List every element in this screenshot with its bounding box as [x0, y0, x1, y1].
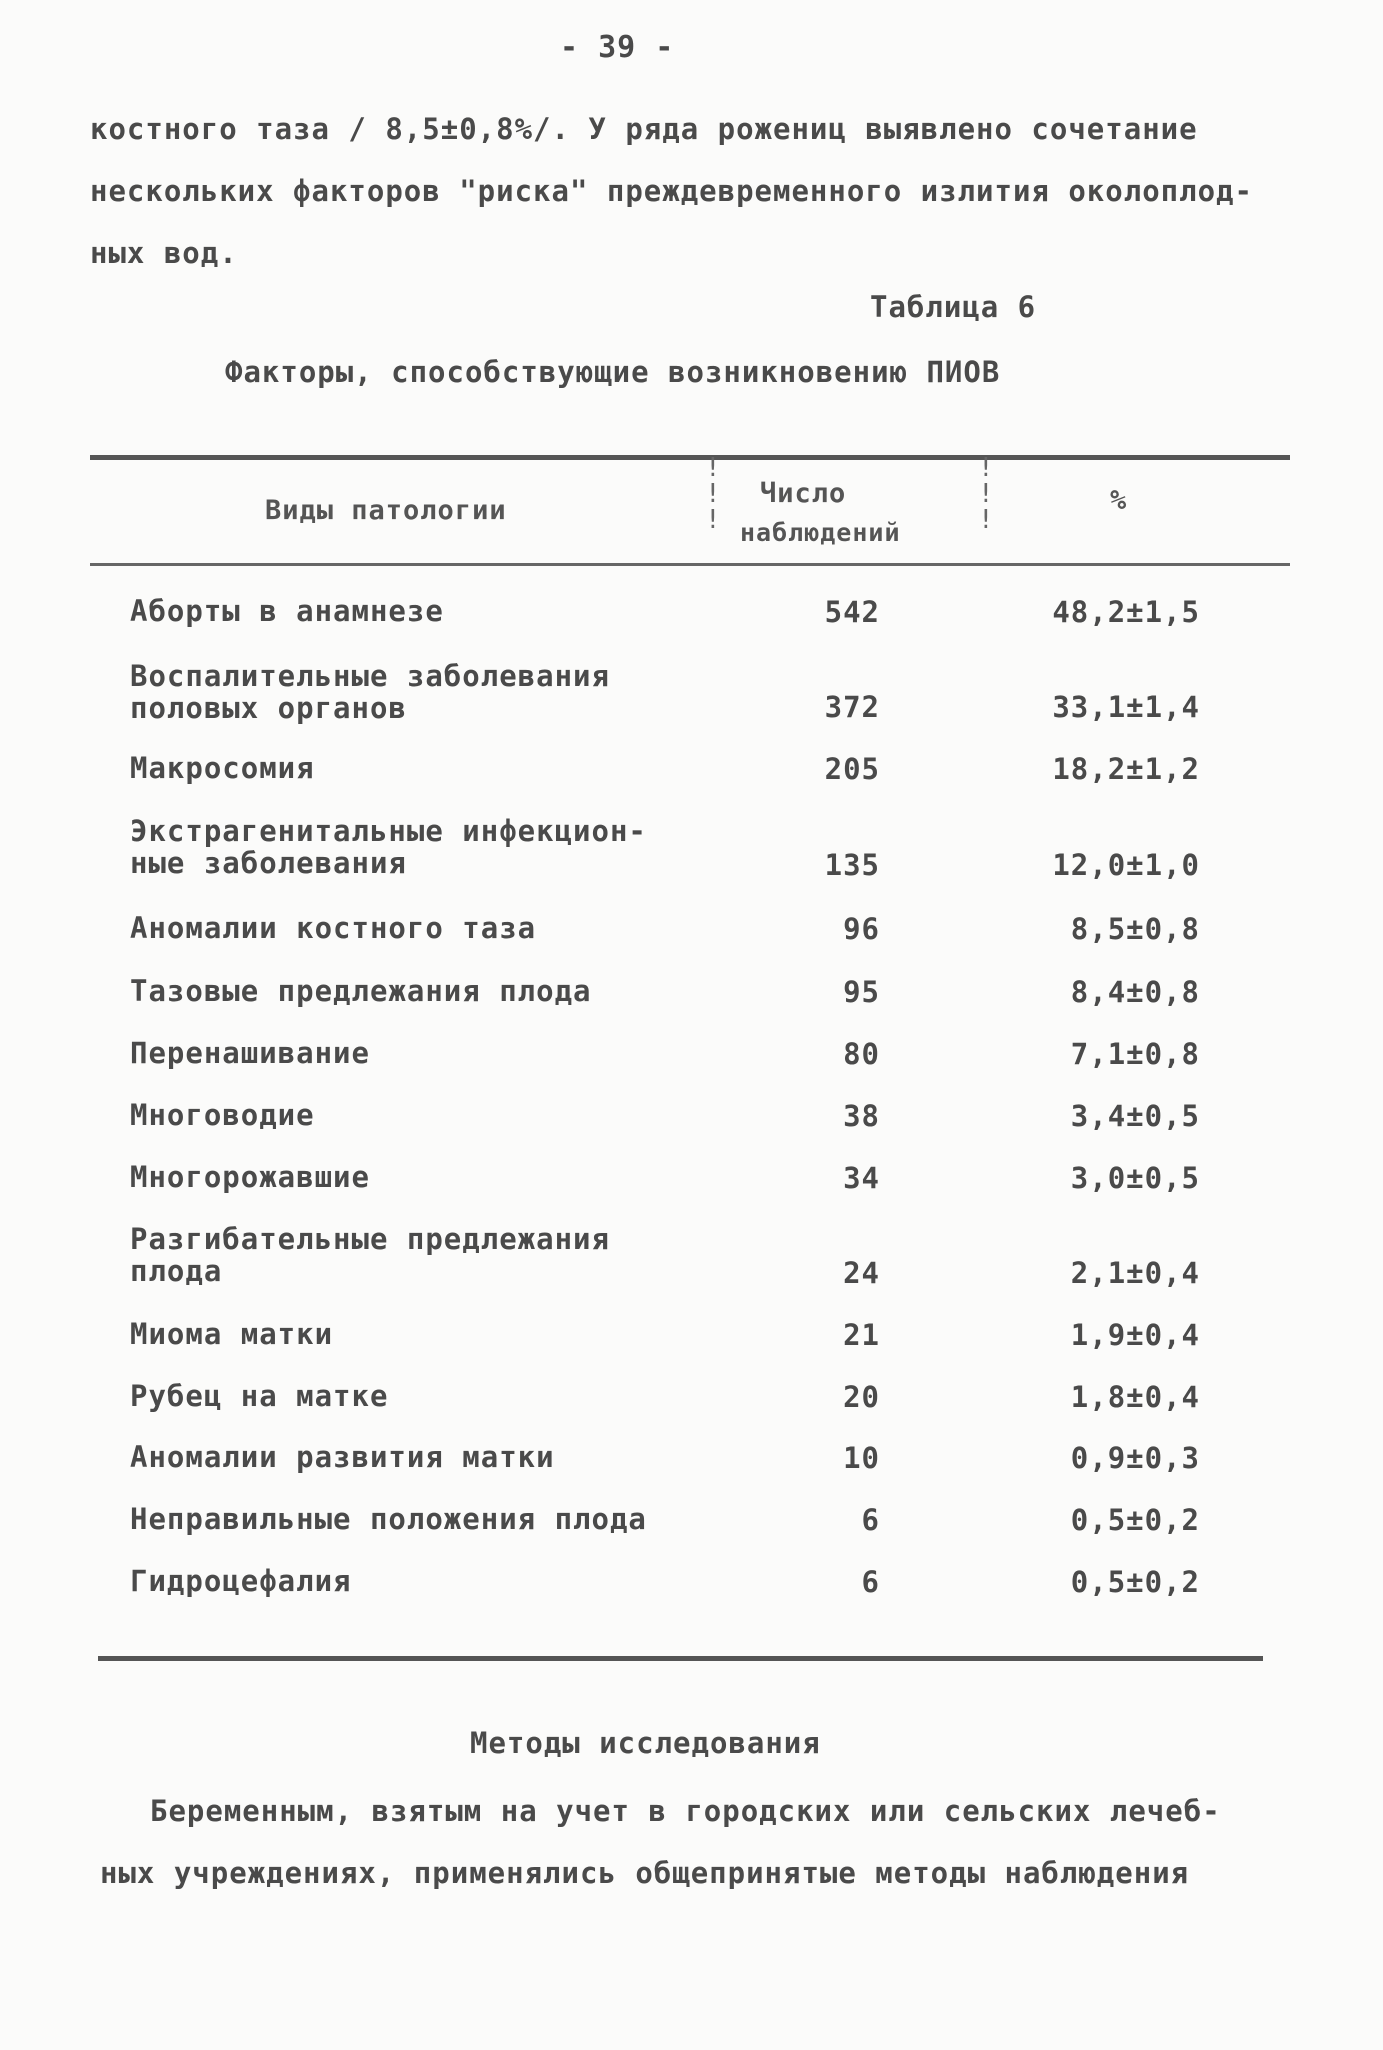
table-row-count: 80: [843, 1037, 880, 1071]
table-row-count: 6: [861, 1503, 880, 1537]
table-row-name: Разгибательные предлежания плода: [130, 1222, 610, 1288]
table-row-percent: 8,4±0,8: [1070, 975, 1200, 1009]
table-row-percent: 12,0±1,0: [1052, 848, 1200, 882]
table-row-name: Воспалительные заболевания половых органов: [130, 659, 610, 725]
table-row-count: 95: [843, 975, 880, 1009]
table-row-percent: 0,5±0,2: [1070, 1503, 1200, 1537]
table-row-percent: 48,2±1,5: [1052, 595, 1200, 629]
table-row-name: Гидроцефалия: [130, 1564, 352, 1598]
table-row-percent: 3,0±0,5: [1070, 1161, 1200, 1195]
column-divider: ! ! !: [978, 453, 994, 535]
table-row-count: 6: [861, 1565, 880, 1599]
table-row-name: Тазовые предлежания плода: [130, 974, 592, 1008]
header-count-line2: наблюдений: [740, 518, 901, 547]
table-row-count: 34: [843, 1161, 880, 1195]
header-percent: %: [1110, 485, 1128, 516]
table-row-name: Многоводие: [130, 1098, 315, 1132]
table-row-name: Макросомия: [130, 751, 315, 785]
column-divider: ! ! !: [705, 453, 721, 535]
header-count-line1: Число: [760, 478, 847, 509]
page-number: - 39 -: [560, 30, 675, 65]
table-row-name: Аномалии развития матки: [130, 1440, 555, 1474]
intro-paragraph: [90, 98, 1253, 284]
table-row-count: 96: [843, 912, 880, 946]
table-row-name: Аномалии костного таза: [130, 911, 537, 945]
table-row-count: 205: [824, 752, 880, 786]
table-row-count: 21: [843, 1318, 880, 1352]
table-row-count: 542: [824, 595, 880, 629]
closing-line: ных учреждениях, применялись общепринятые методы наблюдения: [100, 1856, 1190, 1890]
table-row-count: 135: [824, 848, 880, 882]
table-row-percent: 18,2±1,2: [1052, 752, 1200, 786]
table-row-name: Экстрагенитальные инфекцион-ные заболевания: [130, 814, 647, 880]
header-pathology: Виды патологии: [265, 495, 507, 526]
table-row-name: Аборты в анамнезе: [130, 594, 444, 628]
table-label: Таблица 6: [870, 290, 1037, 324]
table-row-percent: 3,4±0,5: [1070, 1099, 1200, 1133]
table-row-percent: 1,8±0,4: [1070, 1380, 1200, 1414]
table-row-percent: 0,9±0,3: [1070, 1441, 1200, 1475]
table-row-percent: 8,5±0,8: [1070, 912, 1200, 946]
table-row-count: 10: [843, 1441, 880, 1475]
section-title: Методы исследования: [470, 1726, 821, 1760]
table-row-count: 38: [843, 1099, 880, 1133]
table-row-count: 372: [824, 690, 880, 724]
table-row-name: Рубец на матке: [130, 1379, 389, 1413]
table-row-percent: 2,1±0,4: [1070, 1256, 1200, 1290]
table-row-percent: 7,1±0,8: [1070, 1037, 1200, 1071]
table-row-count: 20: [843, 1380, 880, 1414]
table-header-rule: [90, 563, 1290, 566]
table-row-name: Перенашивание: [130, 1036, 370, 1070]
table-title: Факторы, способствующие возникновению ПИОВ: [225, 355, 1001, 389]
intro-line: костного таза / 8,5±0,8%/. У ряда рожениц выявлено сочетание: [90, 112, 1198, 146]
table-row-percent: 33,1±1,4: [1052, 690, 1200, 724]
closing-line: Беременным, взятым на учет в городских или сельских лечеб-: [150, 1794, 1221, 1828]
intro-line: ных вод.: [90, 236, 238, 270]
table-row-name: Неправильные положения плода: [130, 1502, 647, 1536]
table-row-name: Миома матки: [130, 1317, 334, 1351]
table-row-count: 24: [843, 1256, 880, 1290]
table-row-name: Многорожавшие: [130, 1160, 370, 1194]
table-bottom-rule: [98, 1656, 1263, 1661]
table-row-percent: 1,9±0,4: [1070, 1318, 1200, 1352]
intro-line: нескольких факторов "риска" преждевременного излития околоплод-: [90, 174, 1253, 208]
table-row-percent: 0,5±0,2: [1070, 1565, 1200, 1599]
table-top-rule: [90, 455, 1290, 460]
